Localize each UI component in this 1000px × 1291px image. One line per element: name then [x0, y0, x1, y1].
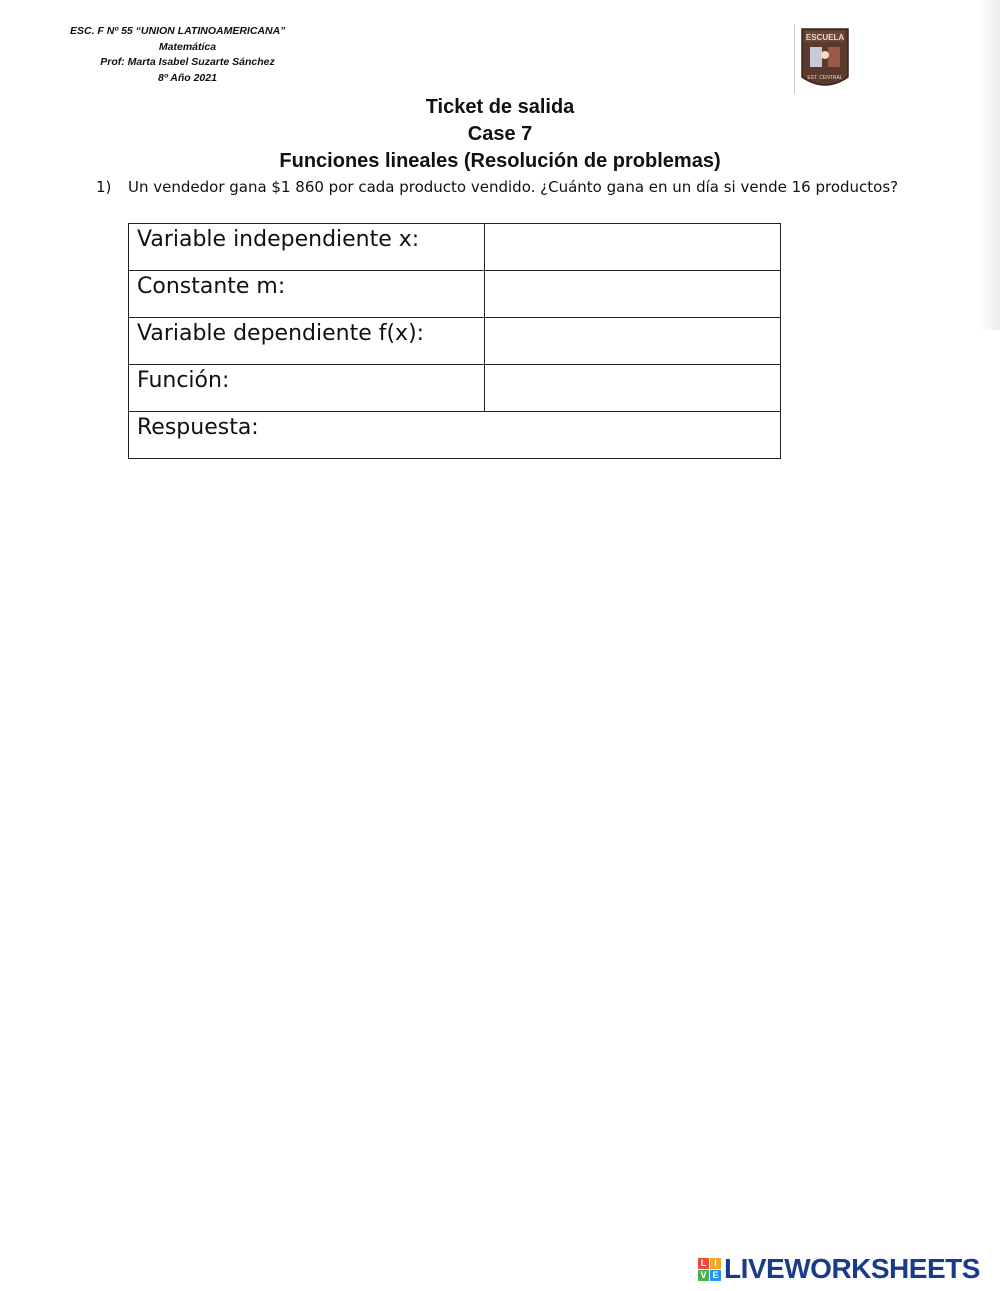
- answer-table: [128, 223, 781, 459]
- logo-divider: [794, 24, 795, 94]
- table-row: [129, 365, 781, 412]
- teacher-name: Prof: Marta Isabel Suzarte Sánchez: [100, 56, 275, 68]
- row-label: Variable independiente x:: [129, 224, 485, 271]
- row-label: Función:: [129, 365, 485, 412]
- badge-letter: V: [698, 1270, 709, 1281]
- answer-input-x[interactable]: [484, 224, 780, 271]
- subject-name: Matemática: [158, 40, 217, 53]
- brand-wordmark: LIVEWORKSHEETS: [724, 1253, 980, 1284]
- school-name: ESC. F Nº 55 “UNION LATINOAMERICANA”: [70, 25, 286, 37]
- table-row: [129, 412, 781, 459]
- grade-year: 8º Año 2021: [158, 71, 217, 84]
- live-badge-icon: [698, 1258, 721, 1281]
- badge-letter: I: [710, 1258, 721, 1269]
- liveworksheets-brand: [698, 1253, 980, 1285]
- school-shield-icon: [800, 27, 850, 93]
- school-header: [60, 24, 315, 86]
- question-text: Un vendedor gana $1 860 por cada producto vendido. ¿Cuánto gana en un día si vende 16 productos?: [128, 178, 899, 196]
- answer-input-fx[interactable]: [484, 318, 780, 365]
- badge-letter: E: [710, 1270, 721, 1281]
- title-topic: Funciones lineales (Resolución de problemas): [279, 150, 721, 172]
- table-row: [129, 271, 781, 318]
- row-label: Respuesta:: [137, 415, 259, 440]
- question-number: 1): [96, 178, 112, 196]
- answer-input-respuesta[interactable]: [129, 412, 781, 459]
- row-label: Variable dependiente f(x):: [129, 318, 485, 365]
- answer-input-m[interactable]: [484, 271, 780, 318]
- title-case: Case 7: [467, 123, 533, 145]
- school-logo: [794, 24, 854, 94]
- table-row: [129, 318, 781, 365]
- badge-letter: L: [698, 1258, 709, 1269]
- title-ticket: Ticket de salida: [425, 96, 575, 118]
- logo-top-text: ESCUELA: [805, 33, 845, 42]
- table-row: [129, 224, 781, 271]
- logo-bottom-text: EST. CENTRAL: [807, 75, 843, 81]
- row-label: Constante m:: [129, 271, 485, 318]
- answer-input-function[interactable]: [484, 365, 780, 412]
